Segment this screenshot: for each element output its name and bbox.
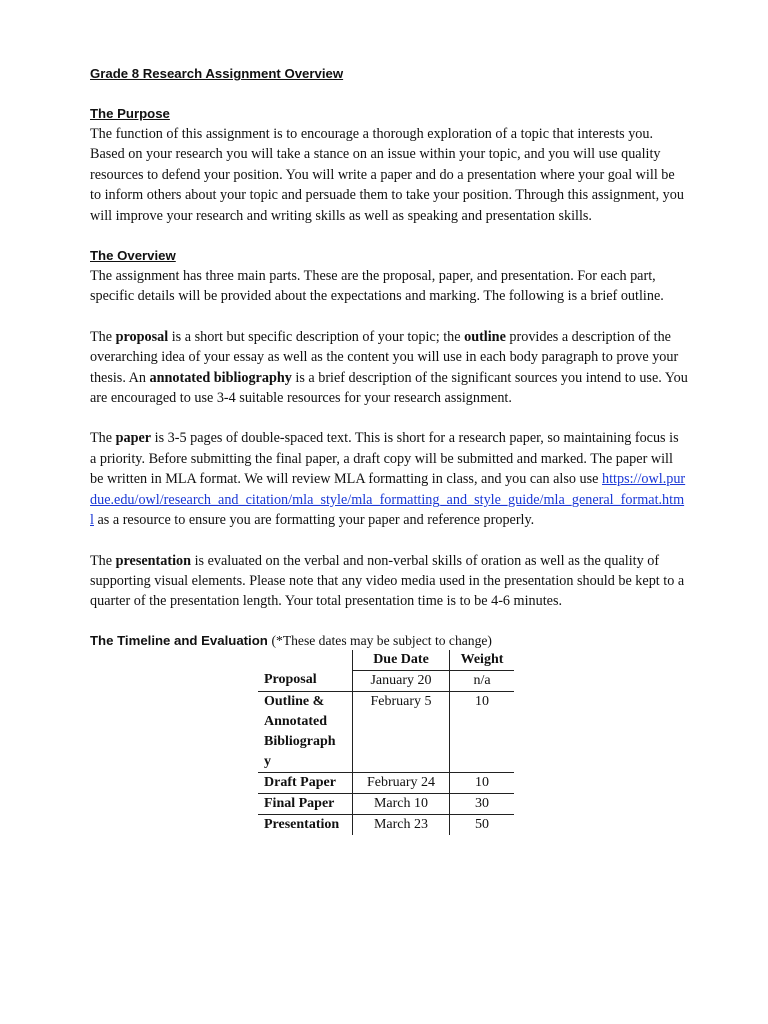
- timeline-table: [258, 650, 514, 835]
- purpose-paragraph: The function of this assignment is to encourage a thorough exploration of a topic that interests you. Based on your research you will take a stance on an issue within your topic, and you will use quality resources to defend your position. You will write a paper and do a presentation where your goal will be to inform others about your topic and persuade them to take your position. Through this assignment, you will improve your research and writing skills as well as speaking and presentation skills.: [90, 126, 684, 224]
- row-weight: n/a: [450, 670, 515, 691]
- mla-format-link[interactable]: https://owl.purdue.edu/owl/research_and_citation/mla_style/mla_formatting_and_style_guide/mla_general_format.html: [90, 471, 686, 529]
- timeline-title: The Timeline and Evaluation: [90, 632, 268, 648]
- table-row: [258, 670, 514, 691]
- table-header-row: [258, 650, 514, 671]
- paper-text-2: is 3-5 pages of double-spaced text. This is short for a research paper, so maintaining focus is a priority. Before submitting the final paper, a draft copy will be submitted and marked. The paper will be written in MLA format. We will review MLA formatting in class, and you can also use: [90, 430, 679, 488]
- row-item: Proposal: [258, 670, 353, 691]
- presentation-paragraph: [90, 551, 688, 612]
- timeline-heading: [90, 632, 688, 650]
- row-due-date: February 5: [353, 691, 450, 772]
- timeline-note: (*These dates may be subject to change): [271, 632, 492, 648]
- table-header-weight: Weight: [450, 650, 515, 671]
- purpose-heading: The Purpose: [90, 106, 170, 121]
- overview-intro-paragraph: The assignment has three main parts. These are the proposal, paper, and presentation. For each part, specific details will be provided about the expectations and marking. The following is a brief outline.: [90, 268, 664, 305]
- proposal-text-1: The: [90, 328, 116, 345]
- proposal-term: proposal: [115, 328, 169, 345]
- table-row: [258, 793, 514, 814]
- proposal-text-2: is a short but specific description of your topic; the: [168, 328, 465, 345]
- outline-term: outline: [464, 328, 506, 345]
- proposal-paragraph: [90, 327, 688, 409]
- row-item: Draft Paper: [258, 772, 353, 793]
- proposal-text-4: is a brief description of the significant sources you intend to use. You are encouraged to use 3-4 suitable resources for your research assignment.: [90, 369, 688, 407]
- row-item: Final Paper: [258, 793, 353, 814]
- paper-text-3: as a resource to ensure you are formatting your paper and reference properly.: [93, 512, 535, 529]
- table-header-due-date: Due Date: [353, 650, 450, 671]
- annotated-bibliography-term: annotated bibliography: [149, 369, 292, 386]
- proposal-text-3: provides a description of the overarching idea of your essay as well as the content you will use in each body paragraph to prove your thesis. An: [90, 328, 679, 386]
- row-due-date: March 10: [353, 793, 450, 814]
- table-header-blank: [258, 650, 353, 671]
- overview-heading: The Overview: [90, 248, 176, 264]
- row-weight: 10: [450, 691, 515, 772]
- paper-term: paper: [115, 430, 152, 447]
- paper-paragraph: [90, 428, 688, 530]
- row-due-date: January 20: [353, 670, 450, 691]
- row-weight: 30: [450, 793, 515, 814]
- table-row: [258, 814, 514, 835]
- row-item: Outline & Annotated Bibliograph y: [258, 691, 353, 772]
- presentation-text-2: is evaluated on the verbal and non-verbal skills of oration as well as the quality of supporting visual elements. Please note that any video media used in the presentation should be kept to a quarter of the presentation length. Your total presentation time is to be 4-6 minutes.: [90, 552, 685, 610]
- row-due-date: February 24: [353, 772, 450, 793]
- table-row: [258, 691, 514, 772]
- row-weight: 10: [450, 772, 515, 793]
- paper-text-1: The: [90, 430, 116, 447]
- row-due-date: March 23: [353, 814, 450, 835]
- row-item: Presentation: [264, 816, 340, 832]
- document-title: Grade 8 Research Assignment Overview: [90, 66, 344, 81]
- presentation-term: presentation: [115, 552, 192, 569]
- table-row: [258, 772, 514, 793]
- presentation-text-1: The: [90, 552, 116, 569]
- row-weight: 50: [450, 814, 515, 835]
